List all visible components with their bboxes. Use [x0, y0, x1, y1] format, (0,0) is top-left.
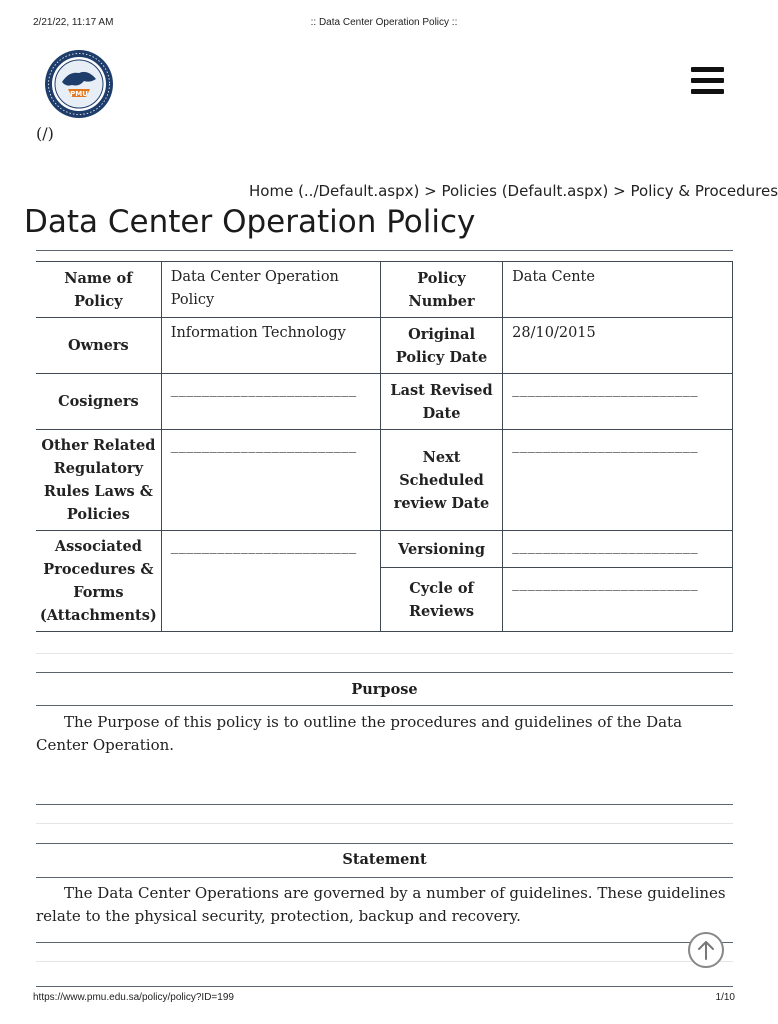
last-revised-date-label: Last Revised Date [380, 374, 502, 430]
breadcrumb-policies[interactable]: Policies (Default.aspx) [441, 182, 609, 200]
policy-number-value: Data Cente [503, 262, 733, 318]
next-scheduled-review-label: Next Scheduled review Date [380, 430, 502, 531]
original-policy-date-value: 28/10/2015 [503, 318, 733, 374]
section-divider [36, 823, 733, 824]
breadcrumb-current[interactable]: Policy & Procedures [630, 182, 778, 200]
versioning-label: Versioning [380, 531, 502, 568]
versioning-value: ________________________ [503, 531, 733, 568]
table-row [36, 318, 733, 374]
section-divider [36, 672, 733, 673]
last-revised-date-value: ________________________ [503, 374, 733, 430]
print-page-number: 1/10 [715, 992, 735, 1003]
other-related-value: ________________________ [161, 430, 380, 531]
print-datetime: 2/21/22, 11:17 AM [33, 17, 114, 28]
logo-text: PMU [70, 90, 88, 98]
home-link[interactable]: (/) [36, 124, 54, 143]
owners-value: Information Technology [161, 318, 380, 374]
owners-label: Owners [36, 318, 161, 374]
breadcrumb-home[interactable]: Home (../Default.aspx) [249, 182, 420, 200]
associated-procedures-label: Associated Procedures & Forms (Attachments) [36, 531, 161, 632]
table-row [36, 531, 733, 568]
breadcrumb-separator: > [608, 182, 631, 200]
section-divider [36, 986, 733, 987]
title-divider [36, 250, 733, 251]
policy-number-label: Policy Number [380, 262, 502, 318]
table-row [36, 262, 733, 318]
section-divider [36, 705, 733, 706]
arrow-up-icon [690, 934, 722, 966]
cycle-of-reviews-value: ________________________ [503, 568, 733, 632]
breadcrumb-separator: > [419, 182, 442, 200]
name-of-policy-value: Data Center Operation Policy [161, 262, 380, 318]
purpose-text: The Purpose of this policy is to outline the procedures and guidelines of the Data Center Operation. [36, 713, 683, 754]
table-row [36, 430, 733, 531]
section-divider [36, 804, 733, 805]
cycle-of-reviews-label: Cycle of Reviews [380, 568, 502, 632]
section-divider [36, 942, 733, 943]
associated-procedures-value: ________________________ [161, 531, 380, 632]
statement-text: The Data Center Operations are governed by a number of guidelines. These guidelines relate to the physical security, protection, backup and recovery. [36, 884, 726, 925]
original-policy-date-label: Original Policy Date [380, 318, 502, 374]
breadcrumb [249, 182, 778, 200]
section-divider [36, 653, 733, 654]
section-divider [36, 843, 733, 844]
policy-info-table [36, 261, 733, 632]
arrow-up-circle-icon[interactable] [688, 932, 724, 968]
print-page-title: :: Data Center Operation Policy :: [310, 17, 458, 28]
section-divider [36, 961, 733, 962]
print-footer [0, 992, 768, 1006]
purpose-heading: Purpose [351, 681, 418, 698]
cosigners-label: Cosigners [36, 374, 161, 430]
statement-heading: Statement [342, 851, 427, 868]
table-row [36, 374, 733, 430]
other-related-label: Other Related Regulatory Rules Laws & Policies [36, 430, 161, 531]
print-url: https://www.pmu.edu.sa/policy/policy?ID=199 [33, 992, 234, 1003]
cosigners-value: ________________________ [161, 374, 380, 430]
page-title: Data Center Operation Policy [24, 204, 476, 240]
section-divider [36, 877, 733, 878]
next-scheduled-review-value: ________________________ [503, 430, 733, 531]
name-of-policy-label: Name of Policy [36, 262, 161, 318]
